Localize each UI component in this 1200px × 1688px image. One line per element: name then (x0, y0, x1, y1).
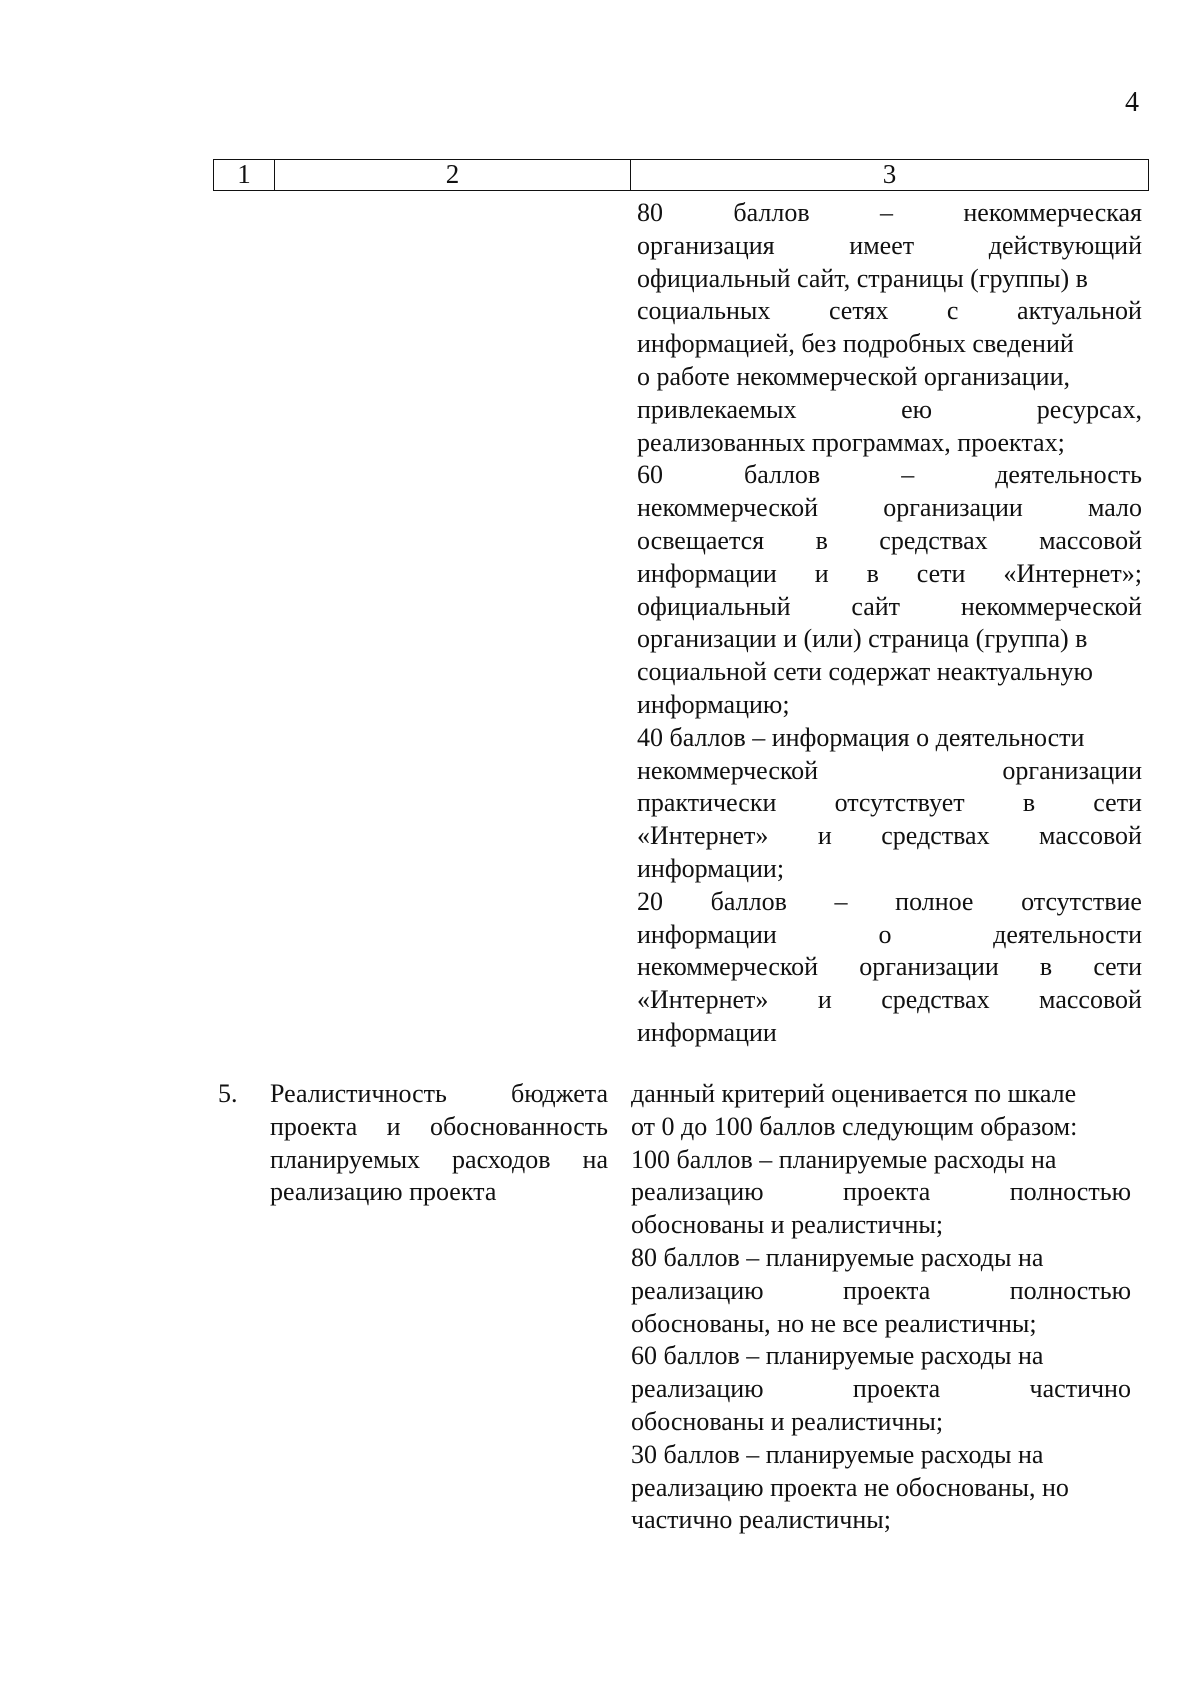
text-line: 40 баллов – информация о деятельности (637, 722, 1085, 752)
text-line: обоснованы, но не все реалистичны; (631, 1308, 1037, 1338)
text-word: полностью (1009, 1177, 1131, 1207)
text-line: 30 баллов – планируемые расходы на (631, 1439, 1044, 1469)
score-description-text (631, 1078, 1131, 1537)
text-line (631, 1275, 1131, 1308)
text-line (637, 492, 1142, 525)
text-word: ею (901, 394, 933, 424)
text-line: обоснованы и реалистичны; (631, 1406, 944, 1436)
text-line (637, 787, 1142, 820)
text-line (637, 394, 1142, 427)
text-word: проекта (843, 1177, 931, 1207)
text-line (637, 755, 1142, 788)
text-word: привлекаемых (637, 394, 797, 424)
text-word: и (817, 985, 832, 1015)
text-line (637, 951, 1142, 984)
text-word: расходов (452, 1144, 551, 1174)
text-line (270, 1111, 608, 1144)
header-cell-1: 1 (214, 160, 275, 190)
text-word: проекта (852, 1374, 941, 1404)
text-line (270, 1078, 608, 1111)
table-header-row (213, 159, 1149, 191)
text-word: планируемых (270, 1144, 421, 1174)
text-word: сетях (828, 296, 889, 326)
row-number: 5. (218, 1079, 238, 1108)
text-word: некоммерческой (637, 952, 819, 982)
text-word: некоммерческой (960, 591, 1142, 621)
text-word: социальных (637, 296, 771, 326)
text-word: массовой (1039, 821, 1142, 851)
text-word: мало (1087, 493, 1142, 523)
text-line: частично реалистичны; (631, 1505, 891, 1535)
text-word: обоснованность (429, 1111, 608, 1141)
text-word: полностью (1009, 1275, 1131, 1305)
text-line: данный критерий оценивается по шкале (631, 1079, 1077, 1108)
text-word: баллов (710, 886, 787, 916)
text-line (270, 1144, 608, 1177)
text-word: массовой (1039, 525, 1142, 555)
text-line (637, 984, 1142, 1017)
text-word: 60 (637, 460, 663, 490)
text-line (637, 197, 1142, 230)
text-line: 80 баллов – планируемые расходы на (631, 1242, 1044, 1272)
text-word: средствах (881, 985, 990, 1015)
text-line: социальной сети содержат неактуальную (637, 657, 1093, 687)
text-word: организации (883, 493, 1023, 523)
text-line: реализацию проекта (270, 1177, 497, 1207)
text-word: освещается (637, 525, 765, 555)
text-word: 20 (637, 886, 663, 916)
text-word: практически (637, 788, 777, 818)
text-word: сайт (851, 591, 901, 621)
text-word: средствах (879, 525, 988, 555)
text-line (631, 1373, 1131, 1406)
text-line (637, 558, 1142, 591)
text-word: ресурсах, (1036, 394, 1142, 424)
text-word: «Интернет»; (1003, 558, 1142, 588)
text-word: – (834, 886, 848, 916)
criterion-text (270, 1078, 608, 1209)
text-line (637, 820, 1142, 853)
text-line (637, 886, 1142, 919)
text-word: и (817, 821, 832, 851)
text-word: реализацию (631, 1177, 764, 1207)
text-word: «Интернет» (637, 821, 769, 851)
text-word: некоммерческая (963, 198, 1142, 227)
text-word: проекта (843, 1275, 931, 1305)
text-word: бюджета (511, 1079, 608, 1108)
text-line: от 0 до 100 баллов следующим образом: (631, 1111, 1078, 1141)
text-line (631, 1176, 1131, 1209)
score-continuation-text (637, 197, 1142, 1050)
text-word: отсутствие (1021, 886, 1142, 916)
text-word: проекта (270, 1111, 358, 1141)
text-line: информацией, без подробных сведений (637, 329, 1074, 359)
text-word: имеет (849, 230, 915, 260)
text-word: деятельность (995, 460, 1142, 490)
text-word: – (879, 198, 893, 227)
text-line (637, 525, 1142, 558)
text-word: реализацию (631, 1374, 764, 1404)
text-word: в (866, 558, 879, 588)
text-word: актуальной (1017, 296, 1142, 326)
text-line (637, 295, 1142, 328)
text-word: организации (859, 952, 999, 982)
text-word: массовой (1039, 985, 1142, 1015)
text-word: некоммерческой (637, 755, 819, 785)
text-word: с (946, 296, 959, 326)
text-word: деятельности (993, 919, 1142, 949)
text-word: 80 (637, 198, 663, 227)
text-line: информации (637, 1017, 777, 1047)
text-word: информации (637, 919, 777, 949)
text-line: официальный сайт, страницы (группы) в (637, 263, 1088, 293)
text-word: в (815, 525, 828, 555)
text-line: о работе некоммерческой организации, (637, 361, 1071, 391)
text-line (637, 919, 1142, 952)
text-line: 100 баллов – планируемые расходы на (631, 1144, 1057, 1174)
text-word: информации (637, 558, 777, 588)
text-word: и (386, 1111, 401, 1141)
text-word: «Интернет» (637, 985, 769, 1015)
text-line: информацию; (637, 689, 790, 719)
text-word: организация (637, 230, 775, 260)
text-word: Реалистичность (270, 1079, 447, 1108)
text-line: реализованных программах, проектах; (637, 427, 1065, 457)
text-word: официальный (637, 591, 791, 621)
text-line (637, 459, 1142, 492)
text-word: частично (1029, 1374, 1131, 1404)
text-word: некоммерческой (637, 493, 819, 523)
text-line (637, 230, 1142, 263)
text-word: баллов (743, 460, 821, 490)
text-word: в (1022, 788, 1036, 818)
text-line (637, 591, 1142, 624)
text-word: организации (1002, 755, 1142, 785)
text-word: – (901, 460, 915, 490)
text-line: 60 баллов – планируемые расходы на (631, 1341, 1044, 1371)
text-word: на (582, 1144, 608, 1174)
text-word: сети (916, 558, 966, 588)
page-number: 4 (1125, 87, 1139, 118)
text-word: о (878, 919, 892, 949)
text-word: в (1039, 952, 1053, 982)
text-word: сети (1093, 788, 1142, 818)
text-line: информации; (637, 853, 785, 883)
text-word: сети (1093, 952, 1142, 982)
text-word: баллов (733, 198, 810, 227)
text-word: реализацию (631, 1275, 764, 1305)
text-line: организации и (или) страница (группа) в (637, 624, 1088, 654)
text-line: реализацию проекта не обоснованы, но (631, 1472, 1069, 1502)
text-line: обоснованы и реалистичны; (631, 1210, 944, 1240)
header-cell-3: 3 (882, 159, 897, 189)
header-cell-2: 2 (275, 160, 631, 190)
text-word: средствах (881, 821, 990, 851)
text-word: полное (895, 886, 974, 916)
text-word: и (814, 558, 829, 588)
text-word: отсутствует (834, 788, 965, 818)
text-word: действующий (988, 230, 1142, 260)
